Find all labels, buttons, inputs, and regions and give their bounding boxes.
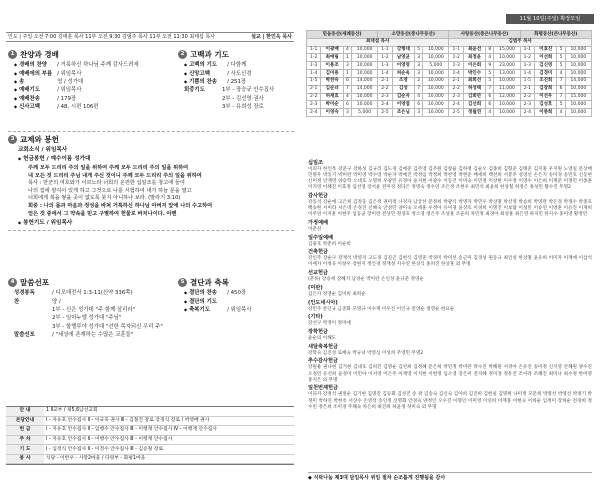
offering-category-title: 십일조 <box>308 159 324 166</box>
section-number: 5 <box>178 278 187 287</box>
offering-category-title: 선교헌금 <box>308 270 329 277</box>
offering-names: 이춘선 <box>308 226 322 232</box>
order-row: ◆ 신사고백 / 48, 시편 106편 <box>8 104 176 111</box>
offering-names: 강선구 박경이 정미애 <box>308 321 351 327</box>
section-title: 찬양과 경배 <box>20 50 59 59</box>
table-row: 1-2 최애림 1 10,000 1-2 남영균 3 10,000 1-2 최정윤 4 10,000 1-2 이선희 5 10,000 <box>307 54 592 62</box>
order-row: ◆ 신앙고백 / 사도신경 <box>178 71 294 78</box>
order-row: ◆ 고백의 기도 / 다함께 <box>178 62 294 69</box>
prayer-row: 회중기도 1부 - 장승규 안수집사 <box>184 87 275 94</box>
offering-category-title: (인도네시아) <box>308 299 338 306</box>
pastor-header: 김범주 목사 <box>449 38 592 46</box>
choir-row: 2부 - 임마누엘 성가대 "주님" <box>52 315 122 322</box>
pastor-header: 최대섭 목사 <box>307 38 449 46</box>
offering-names: 김용호 박춘희 이순희 <box>308 241 351 247</box>
offering-names: 윤순의 이해도 <box>308 335 337 341</box>
order-row: 찬 양 / <box>14 298 61 305</box>
worship-order-page <box>6 8 294 480</box>
table-row: 봉 사 식당 - 이반우 - 사랑2마을 / 다윗부 - 화평1마을 <box>6 454 294 464</box>
offering-title: ◆ 헌금봉헌 / 예수이름 성가대 <box>8 156 294 163</box>
service-duty-table <box>6 406 294 465</box>
order-row: ◆ 예배에의 부름 / 위임목사 <box>8 71 176 78</box>
order-row: ◆ 예배기도 / 위임목사 <box>8 87 176 94</box>
group-header: 믿음동산(세례동산) <box>307 31 378 39</box>
section-title: 고백과 기도 <box>190 50 229 59</box>
section-number: 3 <box>8 135 17 144</box>
offering-category-title: 건축헌금 <box>308 249 329 256</box>
table-row: 기 도 Ⅰ - 심정식 안수집사 Ⅱ - 이정수 안수집사 Ⅲ - 김승철 장로 <box>6 445 294 455</box>
prayer-footer: ◆ 식탁나눔 제3대 담임목사 위임 절차 순조롭게 진행됨을 감사 <box>308 472 592 481</box>
table-row: 1-1 이광배 4 10,000 1-1 강형대 5 10,000 1-1 최윤선 8 15,000 1-1 이효진 5 10,000 <box>307 46 592 54</box>
table-row: 1-5 박찬숙 6 14,000 2-1 조영 2 10,000 2-1 최희선 5 10,000 1-5 조진희 7 14,000 <box>307 77 592 85</box>
group-header: 소망동산(중나무동산) <box>378 31 449 39</box>
offering-category-title: 일주일예배 <box>308 234 334 241</box>
offering-category-title: (미판) <box>308 284 323 291</box>
table-row: 1-3 이용조 3 10,000 1-3 이영영 3 5,000 1-3 이은희 9 23,000 1-3 김신영 5 10,000 <box>307 62 592 70</box>
order-row: ◆ 결단의 찬송 / 450장 <box>178 290 294 297</box>
offering-category-title: (기타) <box>308 314 323 321</box>
order-row: ◆ 결단의 기도 <box>178 299 294 306</box>
choir-row: 3부 - 할렐루야 성가대 "선한 목자되신 우리 주" <box>52 323 163 330</box>
table-row: 본당안내 Ⅰ - 자유호 안수집사 Ⅱ - 이규욱 권사 Ⅲ - 김철진 장로 강경식 장로 / 박영배 권사 <box>6 416 294 426</box>
prayer-row: 3부 - 유희성 장로 <box>222 104 264 111</box>
section-praise <box>8 50 176 59</box>
section-confession <box>178 50 294 59</box>
dedication-prayer: ◆ 봉헌기도 / 위임목사 <box>8 220 294 227</box>
group-header: 사랑동산(중은나무동산) <box>449 31 520 39</box>
offering-names: 강원용 권나현 김거현 김대호 김희진 김명순 김연희 김정혜 문은희 박민정 박미란 박수진 박혜원 서경아 손유진 송미정 신지영 안혜원 양수진 오정민 유선희 윤경미 이민아 이서영 이은주 이재영 이지현 이현정 임소영 장은미 전지혜 정미경 정유진 조아라 조혜진 최미나 최수정 한미영 홍지은 외 무명 <box>308 365 592 383</box>
message-row: 말씀선포 / "세상에 존재하는 수많은 교훈들" <box>14 332 134 339</box>
section-number: 4 <box>8 278 17 287</box>
offering-category-title: 추수감사헌금 <box>308 358 339 365</box>
offering-responsive-reading: 주께 모두 드리리 주의 일을 위하여 주께 모두 드리리 주의 일을 위하여 내 모든 것 드리리 주님 내게 주신 것이니 주께 모두 드리리 주의 일을 위하여 목사 : 만군의 여호와가 이르노라 너희의 온전한 십일조를 창고에 들여 나의 집에 양식이 있게 하고 그것으로 나를 시험하여 내가 하늘 문을 열고 너희에게 복을 쌓을 곳이 없도록 붓지 아니하나 보라. (말라기 3:10) 회중 : 나의 몸과 마음과 정성을 바쳐 거룩하신 하나님 아버지 앞에 나의 수고하여 얻은 것 중에서 그 약속을 믿고 구별하여 헌물로 바치나이다. 아멘 <box>28 165 213 217</box>
order-row: ◆ 예배찬송 / 179장 <box>8 96 176 103</box>
order-row: ◆ 축복기도 / 위임목사 <box>178 307 294 314</box>
offering-category-title: 가정예배 <box>308 219 329 226</box>
sermon-info: 설교 | 한인옥 목사 <box>251 33 292 40</box>
section-title: 교제와 봉헌 <box>20 135 59 144</box>
date-tab: 11월 10일(주일) 확장모임 <box>506 14 594 24</box>
offering-category-title: 일천번제헌금 <box>308 385 339 392</box>
group-header: 화평동산(큰나무동산) <box>520 31 591 39</box>
order-row: ◆ 경배의 찬양 / 거룩하신 하나님 주께 감사드려세 <box>8 62 176 69</box>
section-decision <box>178 276 294 315</box>
offering-name-lists <box>308 158 592 411</box>
offering-names: 강인주 장순구 강재석 박영지 고도경 김길곤 김현식 김영준 박경미 박미선 송근미 김경성 원동규 최인성 한상철 윤유희 이미자 이계애 이삼석 이예자 이정욱 이창우 장현지 정인경 정재성 지수연 한상식 홍희진 한상훈 외 무명 <box>308 256 592 268</box>
order-row: ◆ 기쁨의 찬송 / 251장 <box>178 79 294 86</box>
section-sermon <box>8 276 176 340</box>
service-times: 인도 | 주일 오전 7:00 김태훈 목사 11부 오전 9:30 김범주 목사 11부 오전 11:30 최태섭 목사 <box>8 33 216 40</box>
offering-page <box>304 8 596 480</box>
choir-row: 1부 - 신은 성가대 "주 함께 살리라" <box>52 307 136 314</box>
table-row: 1-4 김미용 1 10,000 1-4 허순옥 3 10,000 1-4 박인수 5 13,000 1-4 김경미 4 10,000 <box>307 70 592 78</box>
offering-names: 강학숙 김진성 로배숙 박규녀 박영심 이성희 주영민 무명2 <box>308 350 424 356</box>
table-row: 2-1 김순녀 7 14,000 2-2 김성 7 10,000 2-2 허성택 7 11,000 2-1 김장희 6 10,000 <box>307 85 592 93</box>
table-row: 2-4 이영숙 3 5,000 2-5 조은님 3 10,000 2-5 정월연 4 10,000 2-4 이종희 4 10,000 <box>307 109 592 117</box>
order-left-column <box>8 48 176 112</box>
table-row: 2-3 박미순 6 10,000 2-4 이영엽 6 10,000 2-4 김선희 6 10,000 2-3 김성호 5 10,000 <box>307 101 592 109</box>
offering-category-title: 새달축복헌금 <box>308 343 339 350</box>
section-number: 2 <box>178 50 187 59</box>
section-number: 1 <box>8 50 17 59</box>
order-row: ◆ 송 영 / 성가대 <box>8 79 176 86</box>
section-fellowship <box>8 128 294 234</box>
order-row: 성경봉독 / 디모데전서 1:3-11(신약 336쪽) <box>14 290 133 297</box>
group-offering-table <box>306 30 592 117</box>
section-title: 결단과 축복 <box>190 278 229 287</box>
table-row: 헌 금 Ⅰ - 자유호 안수집사 Ⅱ - 임행수 안수집사 Ⅲ - 이행재 안수집사 Ⅳ - 이행재 안수집사 <box>6 426 294 436</box>
greeting-row: 교회소식 / 위임목사 <box>18 147 68 154</box>
prayer-row: 2부 - 김선영 권사 <box>222 95 264 102</box>
order-right-column <box>178 48 294 112</box>
offering-names: 김은자 정영순 김미희 최희순 <box>308 291 366 297</box>
table-row: 주 차 Ⅰ - 자유호 안수집사 Ⅱ - 이행수 안수집사 Ⅲ - 이행재 안수집사 <box>6 435 294 445</box>
offering-names: 이피자 한인옥 강준구 강하성 김규리 김도경 김예준 김주영 김주원 김창율 김하정 김순오 김종희 김형준 김태준 김지홍 우지원 노영일 문상배 민병우 박동기 박미란 박미영 박수영 박순자 박예진 박정임 박정희 박찬영 박현준 배세희 백선희 서봉주 성영선 손은지 송미경 송민호 신동현 신미정 안재영 양승학 오대호 오명희 우광민 유경아 윤지현 이광수 이동건 이미숙 이민정 이상현 이수정 이영수 이은희 이재준 이정민 이종훈 이지영 이혜진 이효정 임선영 장서윤 전미경 정다은 정명숙 정수연 조은정 조현우 최민석 최윤희 한상철 허정은 홍성민 황수진 무명2 <box>308 166 592 191</box>
offering-category-title: 장학헌금 <box>308 328 329 335</box>
offering-names: (분류) 강승세 강혜지 남경순 박미란 손인성 윤규준 정영순 <box>308 277 424 283</box>
table-row: 안 내 1 Ⅱ교부 / 제5,6남선교회 <box>6 407 294 416</box>
table-row: 2-2 허재효 4 10,000 2-3 김순자 4 10,000 2-3 김희만 6 12,000 2-2 이선우 7 15,000 <box>307 93 592 101</box>
offering-names: 강동석 강순애 고은희 김정웅 김은정 권미정 나경자 남궁선 문정희 박광식 박명자 박민우 박상철 박선영 박승희 박영란 박은경 박정수 박종호 백승현 서미라 서은영 손경진 신혜숙 안성민 양미숙 오세훈 우정아 유미경 윤상호 이경희 이명진 이보람 이성민 이승연 이영훈 이유진 이재희 이주연 이지훈 이현주 임동균 장미란 전상민 정경호 정소영 정은주 조성훈 조윤희 차민정 최경아 최성훈 최은영 하지민 한지수 홍미영 황정민 <box>308 199 592 218</box>
section-title: 말씀선포 <box>20 278 49 287</box>
offering-names: 이피자 강정석 권정순 김기현 김명진 김동회 김성진 송 곽 김송숙 김신숙 김아희 김진희 김현실 김명희 나미정 모문희 박명선 박영선 박정기 박정미 박하연 박현옥 서상수 손영석 송인정 신명화 안경숙 양정인 오수진 이명인 이미영 이연희 이재홍 이현숙 이희순 임정미 장희순 전경희 정수빈 정은희 조미경 주해숙 차은희 최진희 하윤정 허미숙 외 무명 <box>308 392 592 410</box>
service-info-bar <box>6 32 294 42</box>
offering-names: 강민주 문인규 금준화 모명규 이수재 이우진 이인규 전영순 정영순 한요순 <box>308 306 455 312</box>
offering-category-title: 감사헌금 <box>308 192 329 199</box>
